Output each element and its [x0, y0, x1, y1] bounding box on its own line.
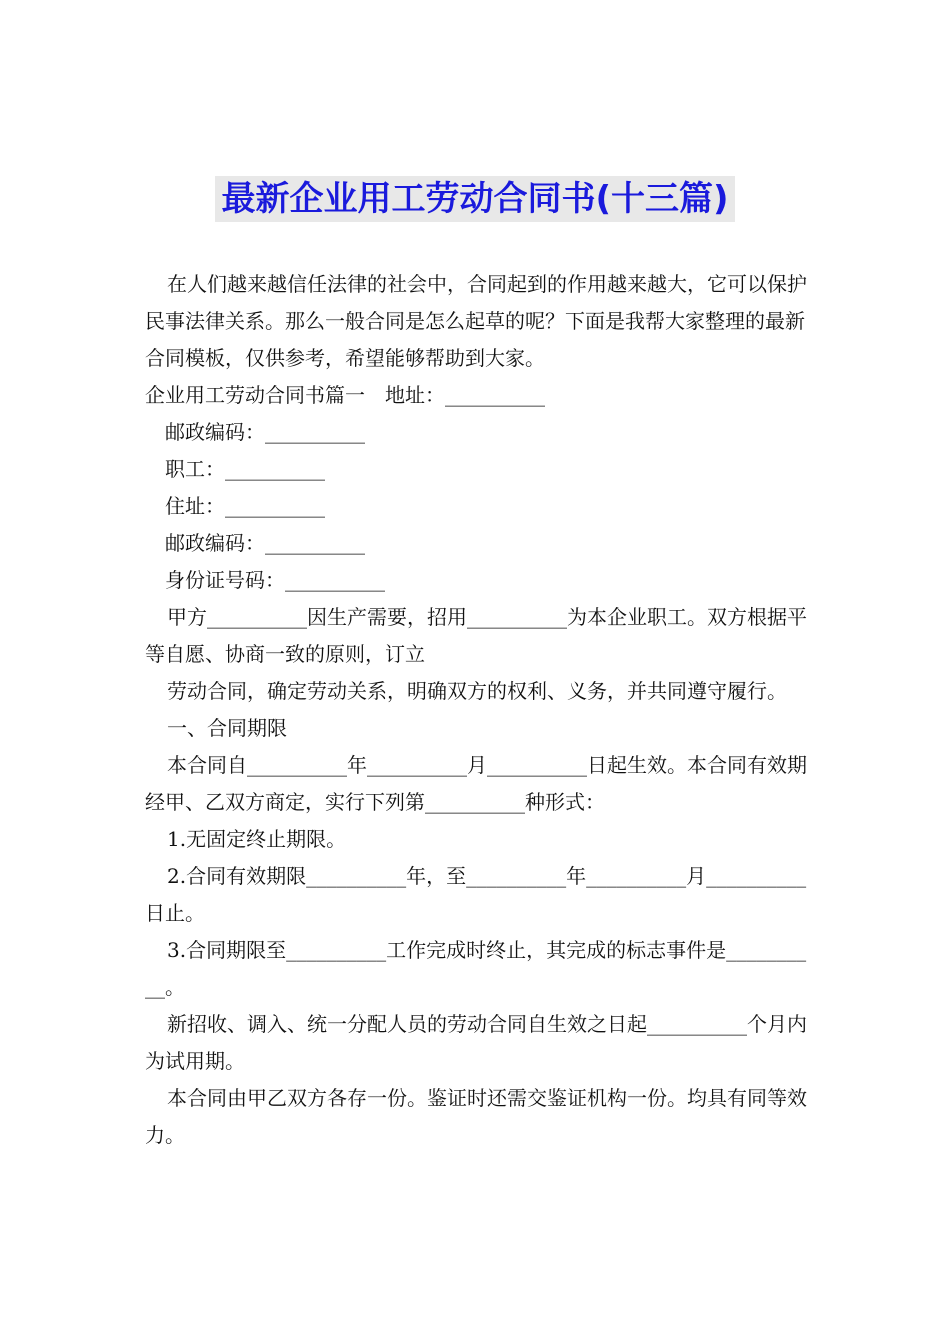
- field-id-number: 身份证号码：__________: [165, 568, 385, 592]
- paragraph-copies: 本合同由甲乙双方各存一份。鉴证时还需交鉴证机构一份。均具有同等效力。: [145, 1086, 807, 1147]
- paragraph-party-a: 甲方__________因生产需要，招用__________为本企业职工。双方根据平等自愿、协商一致的原则，订立: [145, 605, 807, 666]
- paragraph-labor-contract: 劳动合同，确定劳动关系，明确双方的权利、义务，并共同遵守履行。: [167, 679, 787, 703]
- title-wrap: [0, 176, 950, 222]
- document-title: 最新企业用工劳动合同书(十三篇): [215, 176, 734, 222]
- intro-paragraph: 在人们越来越信任法律的社会中，合同起到的作用越来越大，它可以保护民事法律关系。那么一般合同是怎么起草的呢？下面是我帮大家整理的最新合同模板，仅供参考，希望能够帮助到大家。: [145, 272, 807, 370]
- field-postal-code-1: 邮政编码：__________: [165, 420, 365, 444]
- section-heading-address: 企业用工劳动合同书篇一 地址：__________: [145, 383, 545, 407]
- item-fixed-term: 2.合同有效期限__________年，至__________年__________月__________日止。: [145, 864, 807, 925]
- field-employee: 职工：__________: [165, 457, 325, 481]
- item-no-fixed-term: 1.无固定终止期限。: [167, 827, 347, 851]
- paragraph-probation: 新招收、调入、统一分配人员的劳动合同自生效之日起__________个月内为试用期。: [145, 1012, 807, 1073]
- field-residence: 住址：__________: [165, 494, 325, 518]
- heading-contract-term: 一、合同期限: [167, 716, 287, 740]
- item-task-term: 3.合同期限至__________工作完成时终止，其完成的标志事件是__________。: [145, 938, 807, 999]
- document-body: [145, 266, 807, 1154]
- paragraph-effective-date: 本合同自__________年__________月__________日起生效。本合同有效期经甲、乙双方商定，实行下列第__________种形式：: [145, 753, 807, 814]
- field-postal-code-2: 邮政编码：__________: [165, 531, 365, 555]
